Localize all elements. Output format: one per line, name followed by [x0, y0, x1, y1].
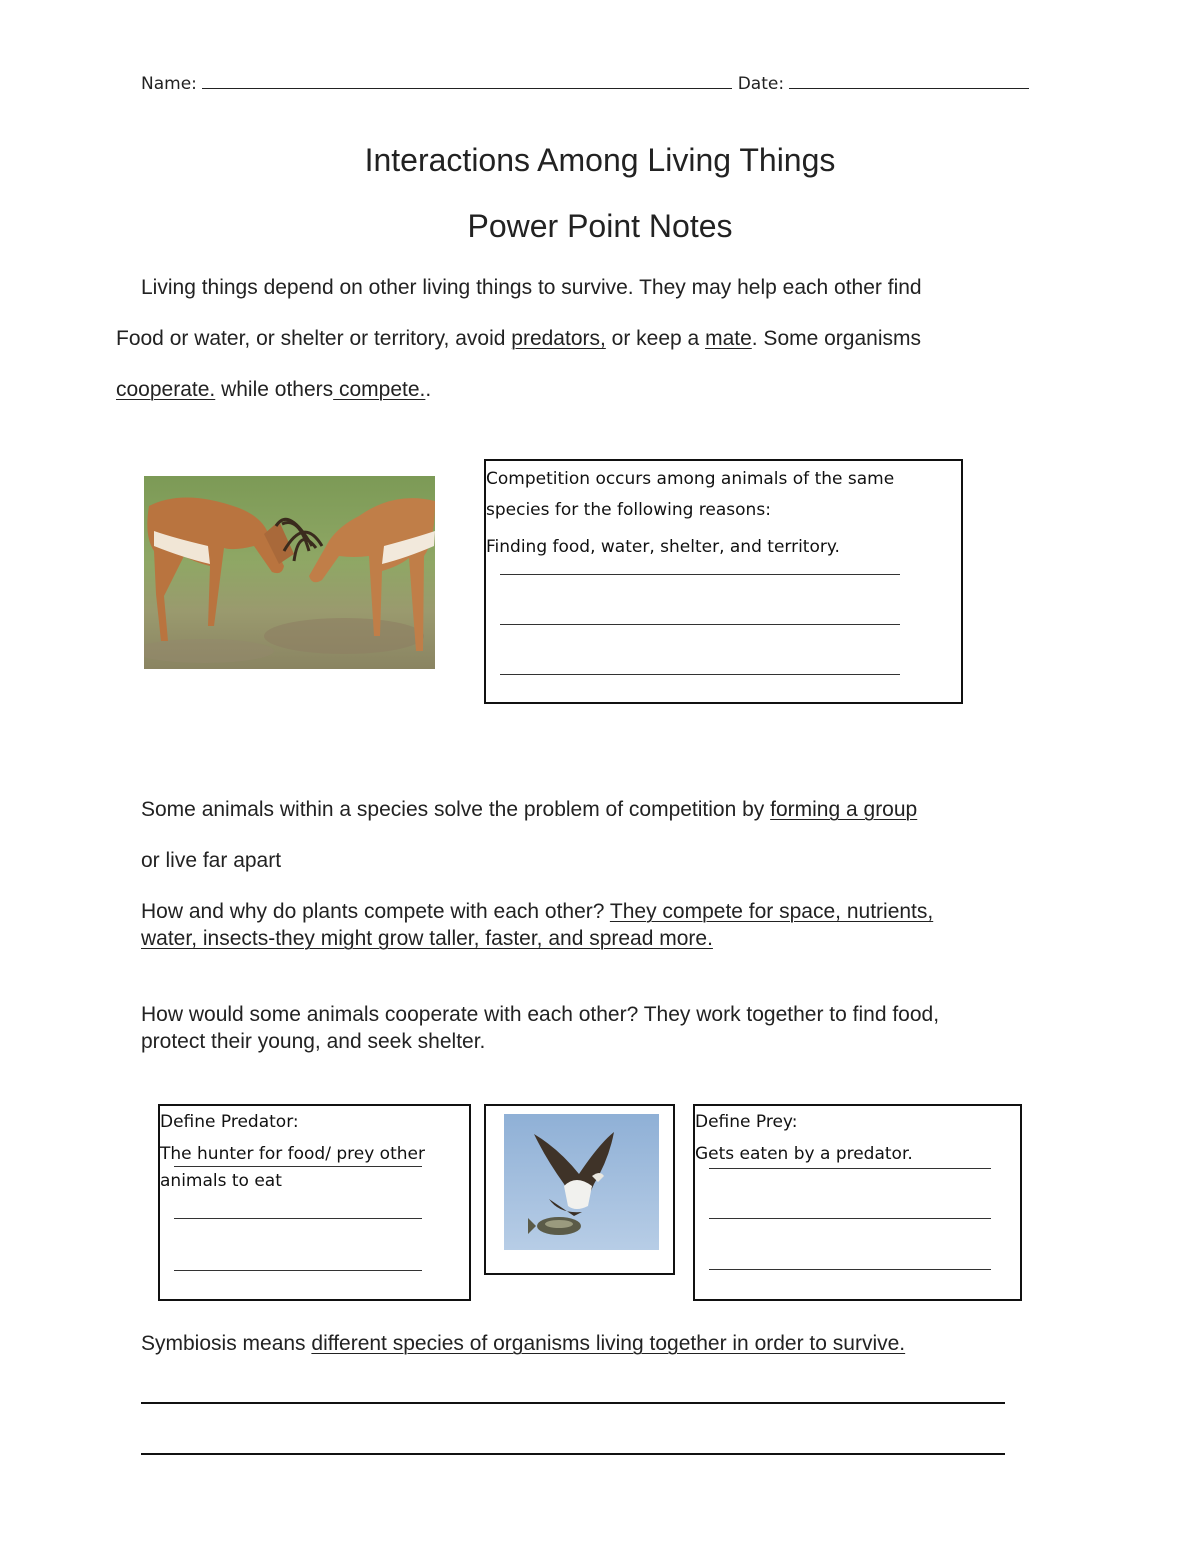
- osprey-illustration: [504, 1114, 659, 1250]
- plants-question: How and why do plants compete with each other?: [141, 900, 610, 923]
- plants-answer-2: water, insects-they might grow taller, faster, and spread more.: [141, 927, 713, 950]
- symbiosis-answer-line-1[interactable]: [141, 1402, 1005, 1404]
- predator-box: [158, 1104, 471, 1301]
- date-label: Date:: [737, 74, 785, 94]
- answer-cooperate: cooperate.: [116, 378, 216, 401]
- grouping-line-2: or live far apart: [141, 849, 282, 872]
- intro-text-2a: Food or water, or shelter or territory, avoid: [116, 327, 512, 350]
- intro-line-3: [116, 377, 431, 403]
- answer-compete: compete.: [333, 378, 426, 401]
- grouping-line-1: [141, 797, 917, 823]
- intro-text-2c: . Some organisms: [751, 327, 921, 350]
- symbiosis-line: [141, 1331, 905, 1357]
- cooperate-line-2: protect their young, and seek shelter.: [141, 1030, 486, 1053]
- intro-text-2b: or keep a: [605, 327, 706, 350]
- answer-predators: predators,: [511, 327, 606, 350]
- predator-definition-1: The hunter for food/ prey other: [160, 1144, 425, 1164]
- osprey-box: [484, 1104, 675, 1275]
- intro-text-1: Living things depend on other living things to survive. They may help each other find: [141, 276, 922, 299]
- symbiosis-text: Symbiosis means: [141, 1332, 312, 1355]
- intro-text-3b: .: [425, 378, 432, 401]
- date-field[interactable]: [789, 74, 1029, 89]
- competition-line-2: species for the following reasons:: [486, 500, 771, 520]
- competition-line-3: Finding food, water, shelter, and territory.: [486, 537, 840, 557]
- answer-symbiosis: different species of organisms living together in order to survive.: [311, 1332, 906, 1355]
- competition-answer-line-2[interactable]: [500, 624, 900, 625]
- grouping-text: Some animals within a species solve the problem of competition by: [141, 798, 771, 821]
- answer-forming-group: forming a group: [770, 798, 918, 821]
- intro-line-1: [141, 275, 922, 301]
- plants-line-2: [141, 926, 713, 952]
- cooperate-line-1: How would some animals cooperate with each other? They work together to find food,: [141, 1003, 940, 1026]
- answer-mate: mate: [705, 327, 752, 350]
- prey-answer-line-1[interactable]: [709, 1168, 991, 1169]
- predator-answer-line-1[interactable]: [174, 1166, 422, 1167]
- competition-line-1: Competition occurs among animals of the same: [486, 469, 895, 489]
- intro-text-3a: while others: [215, 378, 334, 401]
- intro-line-2: [116, 326, 921, 352]
- prey-definition: Gets eaten by a predator.: [695, 1144, 913, 1164]
- predator-answer-line-2[interactable]: [174, 1218, 422, 1219]
- predator-answer-line-3[interactable]: [174, 1270, 422, 1271]
- competition-answer-line-1[interactable]: [500, 574, 900, 575]
- page-subtitle: Power Point Notes: [467, 208, 733, 244]
- gazelles-image: [144, 476, 435, 669]
- prey-answer-line-2[interactable]: [709, 1218, 991, 1219]
- prey-answer-line-3[interactable]: [709, 1269, 991, 1270]
- competition-box: [484, 459, 963, 704]
- predator-definition-2: animals to eat: [160, 1171, 282, 1191]
- prey-box: [693, 1104, 1022, 1301]
- plants-line-1: [141, 899, 933, 925]
- plants-answer-1: They compete for space, nutrients,: [609, 900, 934, 923]
- name-label: Name:: [141, 74, 197, 94]
- osprey-image: [504, 1114, 659, 1250]
- gazelles-illustration: [144, 476, 435, 669]
- page-title: Interactions Among Living Things: [364, 142, 836, 178]
- predator-heading: Define Predator:: [160, 1112, 299, 1132]
- name-field[interactable]: [202, 74, 732, 89]
- name-date-row: [141, 74, 1029, 94]
- prey-heading: Define Prey:: [695, 1112, 798, 1132]
- competition-answer-line-3[interactable]: [500, 674, 900, 675]
- symbiosis-answer-line-2[interactable]: [141, 1453, 1005, 1455]
